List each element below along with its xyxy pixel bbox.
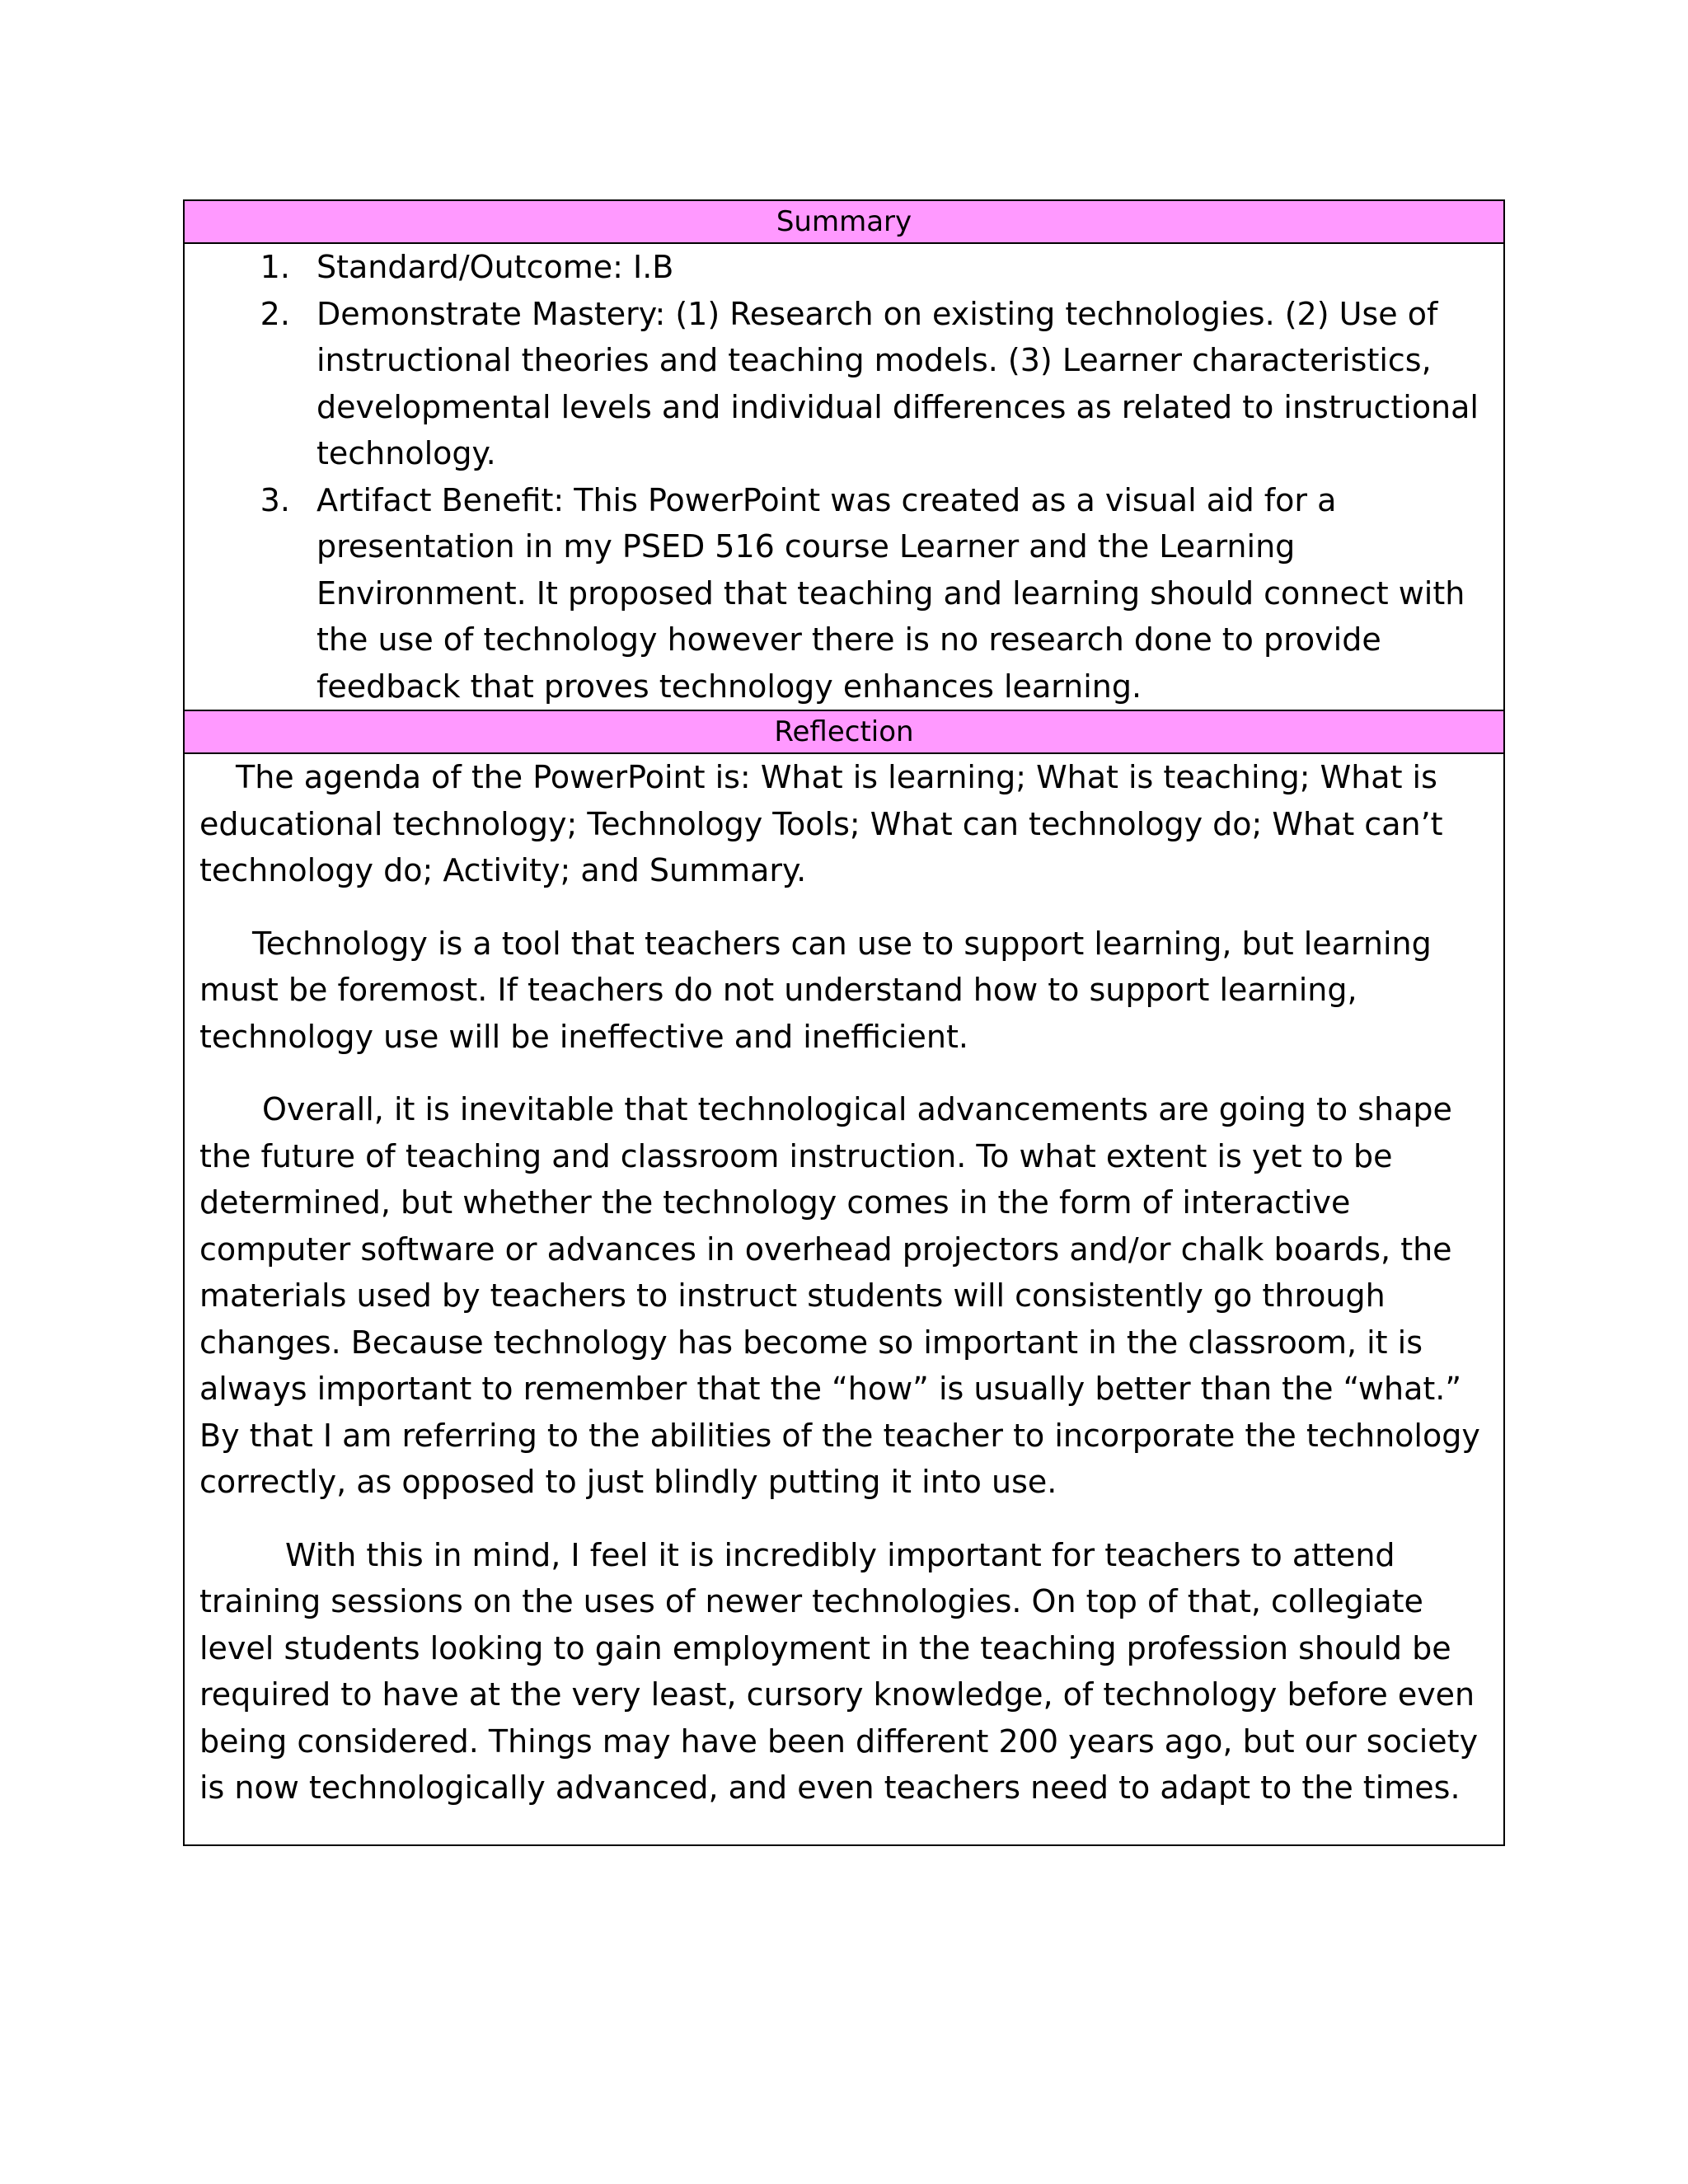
reflection-paragraph-tool: Technology is a tool that teachers can use to support learning, but learning must be foremost. If teachers do not understand how to support learning, technology use will be ineffective and inefficient. — [199, 925, 1432, 1055]
reflection-heading: Reflection — [184, 710, 1504, 753]
summary-content — [184, 243, 1504, 710]
summary-item-artifact-benefit: 3. Artifact Benefit: This PowerPoint was created as a visual aid for a presentation in my PSED 516 course Learner and the Learning Environment. It proposed that teaching and learning should connect with the use of technology however there is no research done to provide feedback that proves technology enhances learning. — [300, 477, 1493, 710]
reflection-header-row — [184, 710, 1504, 753]
summary-item-standard: 1. Standard/Outcome: I.B — [300, 244, 1493, 291]
summary-content-row — [184, 243, 1504, 710]
reflection-content — [184, 753, 1504, 1845]
summary-list — [185, 244, 1493, 710]
reflection-paragraph-agenda: The agenda of the PowerPoint is: What is learning; What is teaching; What is educational technology; Technology Tools; What can technology do; What can’t technology do; Activity; and Summary. — [199, 759, 1443, 888]
summary-header-row — [184, 200, 1504, 243]
reflection-paragraph-overall: Overall, it is inevitable that technological advancements are going to shape the future of teaching and classroom instruction. To what extent is yet to be determined, but whether the technology comes in the form of interactive computer software or advances in overhead projectors and/or chalk boards, the materials used by teachers to instruct students will consistently go through changes. Because technology has become so important in the classroom, it is always important to remember that the “how” is usually better than the “what.” By that I am referring to the abilities of the teacher to incorporate the technology correctly, as opposed to just blindly putting it into use. — [199, 1091, 1480, 1500]
summary-heading: Summary — [184, 200, 1504, 243]
reflection-content-row — [184, 753, 1504, 1845]
summary-item-mastery: 2. Demonstrate Mastery: (1) Research on existing technologies. (2) Use of instructional theories and teaching models. (3) Learner characteristics, developmental levels and individual differences as related to instructional technology. — [300, 291, 1493, 477]
reflection-paragraph-training: With this in mind, I feel it is incredibly important for teachers to attend training sessions on the uses of newer technologies. On top of that, collegiate level students looking to gain employment in the teaching profession should be required to have at the very least, cursory knowledge, of technology before even being considered. Things may have been different 200 years ago, but our society is now technologically advanced, and even teachers need to adapt to the times. — [199, 1536, 1479, 1806]
summary-reflection-table — [183, 199, 1505, 1846]
